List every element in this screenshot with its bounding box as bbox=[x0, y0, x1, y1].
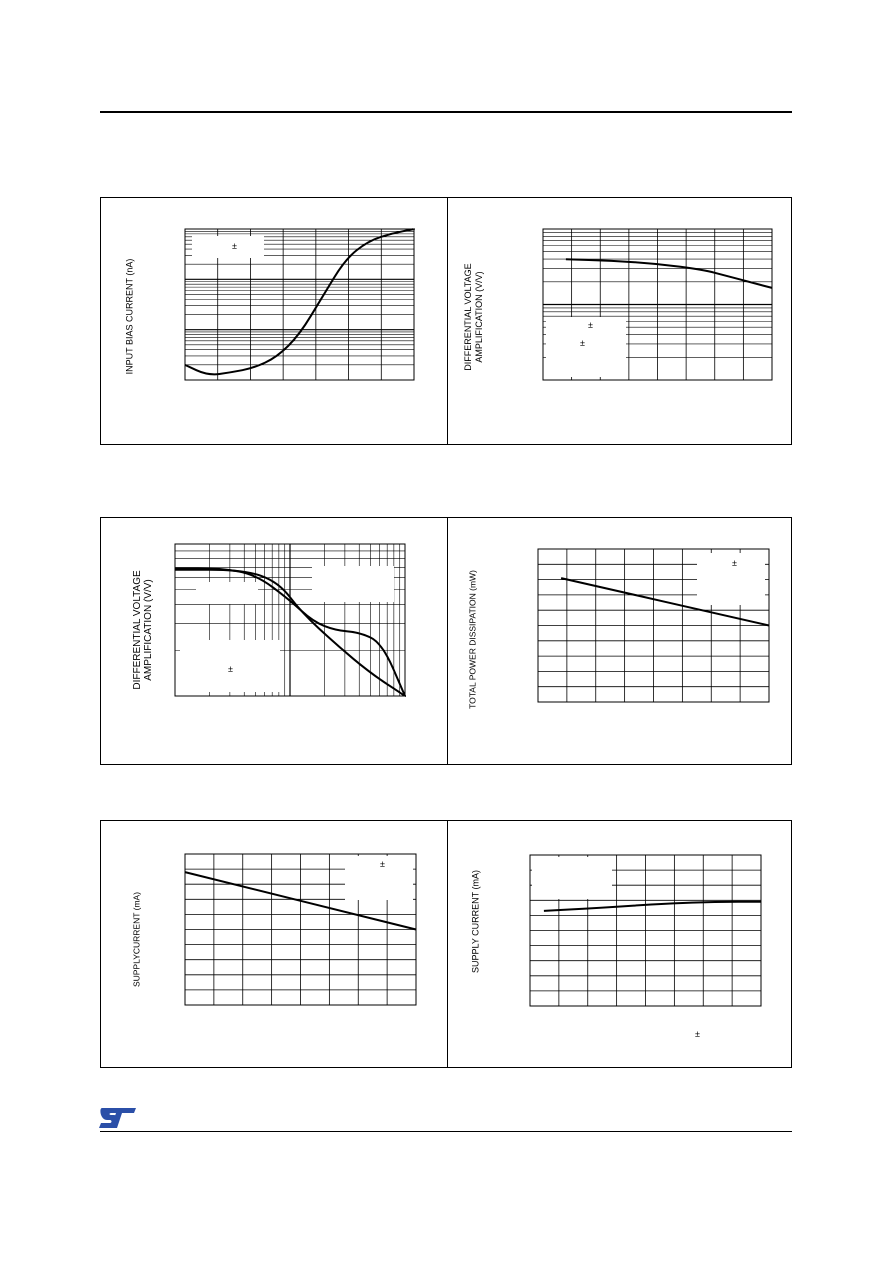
st-logo-icon bbox=[98, 1106, 138, 1130]
chart-supply-current-2 bbox=[530, 855, 761, 1006]
legend-box bbox=[192, 236, 264, 258]
plus-minus-glyph: ± bbox=[732, 558, 737, 568]
y-axis-label: SUPPLY CURRENT (mA) bbox=[470, 869, 481, 974]
legend-box bbox=[532, 857, 612, 899]
chart-supply-current-1 bbox=[185, 854, 416, 1005]
y-axis-label: TOTAL POWER DISSIPATION (mW) bbox=[467, 570, 478, 709]
y-axis-label bbox=[463, 247, 485, 387]
legend-box bbox=[345, 856, 413, 900]
y-axis-label: SUPPLYCURRENT (mA) bbox=[131, 891, 142, 988]
plus-minus-glyph: ± bbox=[588, 320, 593, 330]
chart-diff-voltage-amplification-1 bbox=[543, 229, 772, 380]
plus-minus-glyph: ± bbox=[380, 859, 385, 869]
y-axis-label bbox=[132, 555, 154, 705]
chart-diff-voltage-amplification-freq bbox=[175, 544, 405, 696]
legend-box bbox=[196, 582, 258, 604]
y-axis-label-text: DIFFERENTIAL VOLTAGE AMPLIFICATION (V/V) bbox=[132, 570, 154, 690]
legend-box bbox=[546, 317, 626, 377]
legend-box bbox=[697, 553, 765, 605]
plus-minus-glyph: ± bbox=[580, 338, 585, 348]
plus-minus-glyph: ± bbox=[695, 1029, 700, 1039]
chart-input-bias-current bbox=[185, 229, 414, 380]
legend-box bbox=[312, 566, 394, 602]
y-axis-label-text: DIFFERENTIAL VOLTAGE AMPLIFICATION (V/V) bbox=[463, 263, 484, 371]
y-axis-label: INPUT BIAS CURRENT (nA) bbox=[124, 258, 135, 375]
plus-minus-glyph: ± bbox=[232, 241, 237, 251]
chart-total-power-dissipation bbox=[538, 549, 769, 702]
plus-minus-glyph: ± bbox=[228, 664, 233, 674]
